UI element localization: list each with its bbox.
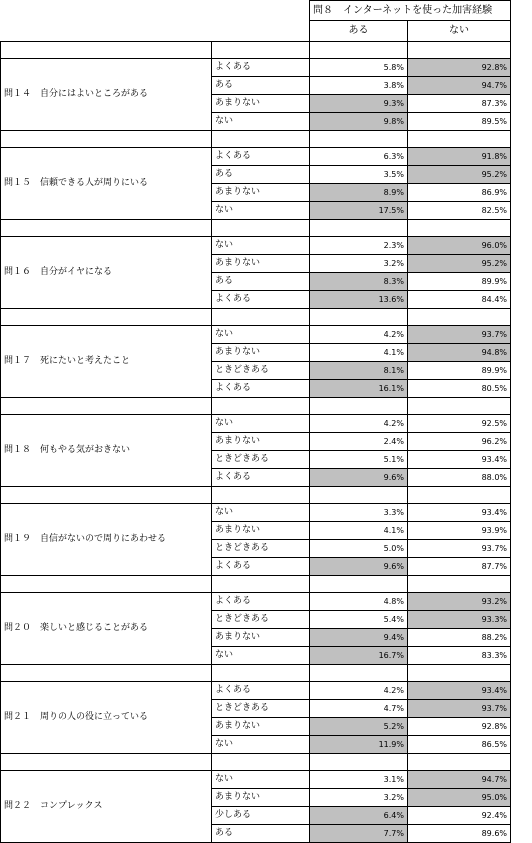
answer-cell: よくある bbox=[212, 380, 310, 398]
value-yes-cell: 4.8% bbox=[310, 593, 408, 611]
value-no-cell: 93.4% bbox=[408, 682, 511, 700]
table-row bbox=[1, 682, 511, 700]
value-no-cell: 94.7% bbox=[408, 77, 511, 95]
value-no-cell: 92.4% bbox=[408, 807, 511, 825]
value-no-cell: 88.2% bbox=[408, 629, 511, 647]
spacer-cell bbox=[1, 487, 212, 504]
value-no-cell: 93.7% bbox=[408, 326, 511, 344]
value-yes-cell: 6.4% bbox=[310, 807, 408, 825]
column-header-no: ない bbox=[408, 21, 511, 42]
value-yes-cell: 3.2% bbox=[310, 255, 408, 273]
answer-cell: ない bbox=[212, 504, 310, 522]
answer-cell: あまりない bbox=[212, 344, 310, 362]
group-spacer-row bbox=[1, 131, 511, 148]
header-blank bbox=[1, 1, 310, 21]
answer-cell: よくある bbox=[212, 469, 310, 487]
spacer-cell bbox=[1, 398, 212, 415]
question-label: 問１８ 何もやる気がおきない bbox=[1, 415, 212, 487]
spacer-cell bbox=[310, 487, 408, 504]
value-no-cell: 93.4% bbox=[408, 504, 511, 522]
value-yes-cell: 3.5% bbox=[310, 166, 408, 184]
question-label: 問２１ 周りの人の役に立っている bbox=[1, 682, 212, 754]
value-yes-cell: 2.3% bbox=[310, 237, 408, 255]
value-yes-cell: 9.4% bbox=[310, 629, 408, 647]
answer-cell: ない bbox=[212, 326, 310, 344]
header-column-row bbox=[1, 21, 511, 42]
spacer-cell bbox=[310, 665, 408, 682]
table-row bbox=[1, 326, 511, 344]
answer-cell: あまりない bbox=[212, 522, 310, 540]
answer-cell: あまりない bbox=[212, 718, 310, 736]
answer-cell: あまりない bbox=[212, 95, 310, 113]
spacer-cell bbox=[310, 754, 408, 771]
value-no-cell: 92.8% bbox=[408, 59, 511, 77]
spacer-cell bbox=[212, 220, 310, 237]
value-no-cell: 93.7% bbox=[408, 540, 511, 558]
question-label: 問１７ 死にたいと考えたこと bbox=[1, 326, 212, 398]
answer-cell: あまりない bbox=[212, 629, 310, 647]
question-label: 問１５ 信頼できる人が周りにいる bbox=[1, 148, 212, 220]
spacer-cell bbox=[310, 42, 408, 59]
value-yes-cell: 4.7% bbox=[310, 700, 408, 718]
value-no-cell: 94.7% bbox=[408, 771, 511, 789]
value-no-cell: 92.5% bbox=[408, 415, 511, 433]
answer-cell: よくある bbox=[212, 593, 310, 611]
value-no-cell: 94.8% bbox=[408, 344, 511, 362]
answer-cell: ときどきある bbox=[212, 451, 310, 469]
value-no-cell: 93.2% bbox=[408, 593, 511, 611]
answer-cell: ない bbox=[212, 736, 310, 754]
spacer-cell bbox=[408, 665, 511, 682]
answer-cell: ある bbox=[212, 77, 310, 95]
value-yes-cell: 5.0% bbox=[310, 540, 408, 558]
group-spacer-row bbox=[1, 398, 511, 415]
group-spacer-row bbox=[1, 665, 511, 682]
spacer-cell bbox=[408, 220, 511, 237]
value-yes-cell: 3.2% bbox=[310, 789, 408, 807]
value-yes-cell: 8.3% bbox=[310, 273, 408, 291]
value-no-cell: 93.4% bbox=[408, 451, 511, 469]
value-no-cell: 93.9% bbox=[408, 522, 511, 540]
question-label: 問２０ 楽しいと感じることがある bbox=[1, 593, 212, 665]
spacer-cell bbox=[1, 42, 212, 59]
value-yes-cell: 8.1% bbox=[310, 362, 408, 380]
answer-cell: ない bbox=[212, 771, 310, 789]
value-yes-cell: 16.7% bbox=[310, 647, 408, 665]
value-yes-cell: 3.1% bbox=[310, 771, 408, 789]
spacer-cell bbox=[310, 220, 408, 237]
question-label: 問１６ 自分がイヤになる bbox=[1, 237, 212, 309]
table-row bbox=[1, 771, 511, 789]
group-spacer-row bbox=[1, 220, 511, 237]
value-no-cell: 96.0% bbox=[408, 237, 511, 255]
value-no-cell: 83.3% bbox=[408, 647, 511, 665]
question-label: 問２２ コンプレックス bbox=[1, 771, 212, 843]
table-body bbox=[1, 42, 511, 843]
value-no-cell: 91.8% bbox=[408, 148, 511, 166]
spacer-cell bbox=[212, 42, 310, 59]
answer-cell: ない bbox=[212, 202, 310, 220]
answer-cell: よくある bbox=[212, 59, 310, 77]
answer-cell: あまりない bbox=[212, 433, 310, 451]
value-no-cell: 95.2% bbox=[408, 255, 511, 273]
value-no-cell: 87.3% bbox=[408, 95, 511, 113]
table-row bbox=[1, 415, 511, 433]
value-yes-cell: 4.2% bbox=[310, 326, 408, 344]
answer-cell: ない bbox=[212, 113, 310, 131]
question-label: 問１９ 自信がないので周りにあわせる bbox=[1, 504, 212, 576]
answer-cell: ときどきある bbox=[212, 540, 310, 558]
value-yes-cell: 5.8% bbox=[310, 59, 408, 77]
spacer-cell bbox=[1, 754, 212, 771]
table-row bbox=[1, 237, 511, 255]
answer-cell: ある bbox=[212, 825, 310, 843]
value-no-cell: 93.3% bbox=[408, 611, 511, 629]
spacer-cell bbox=[1, 665, 212, 682]
group-spacer-row bbox=[1, 754, 511, 771]
spacer-cell bbox=[408, 754, 511, 771]
spacer-cell bbox=[408, 398, 511, 415]
value-yes-cell: 9.8% bbox=[310, 113, 408, 131]
spacer-cell bbox=[1, 220, 212, 237]
spacer-cell bbox=[1, 576, 212, 593]
value-no-cell: 86.5% bbox=[408, 736, 511, 754]
value-yes-cell: 13.6% bbox=[310, 291, 408, 309]
value-no-cell: 95.0% bbox=[408, 789, 511, 807]
value-no-cell: 86.9% bbox=[408, 184, 511, 202]
spacer-cell bbox=[212, 398, 310, 415]
column-header-yes: ある bbox=[310, 21, 408, 42]
value-no-cell: 80.5% bbox=[408, 380, 511, 398]
header-blank-cell bbox=[1, 21, 310, 42]
value-yes-cell: 4.2% bbox=[310, 415, 408, 433]
value-no-cell: 92.8% bbox=[408, 718, 511, 736]
answer-cell: ある bbox=[212, 273, 310, 291]
value-yes-cell: 17.5% bbox=[310, 202, 408, 220]
group-spacer-row bbox=[1, 309, 511, 326]
group-spacer-row bbox=[1, 487, 511, 504]
spacer-cell bbox=[310, 398, 408, 415]
spacer-cell bbox=[408, 487, 511, 504]
group-spacer-row bbox=[1, 576, 511, 593]
answer-cell: よくある bbox=[212, 148, 310, 166]
answer-cell: あまりない bbox=[212, 184, 310, 202]
spacer-cell bbox=[1, 309, 212, 326]
value-no-cell: 89.9% bbox=[408, 362, 511, 380]
value-yes-cell: 3.3% bbox=[310, 504, 408, 522]
value-yes-cell: 9.6% bbox=[310, 558, 408, 576]
spacer-cell bbox=[212, 754, 310, 771]
value-yes-cell: 5.1% bbox=[310, 451, 408, 469]
answer-cell: ない bbox=[212, 237, 310, 255]
answer-cell: よくある bbox=[212, 682, 310, 700]
header-title: 問８ インターネットを使った加害経験 bbox=[310, 1, 511, 21]
spacer-cell bbox=[212, 131, 310, 148]
value-yes-cell: 5.2% bbox=[310, 718, 408, 736]
spacer-cell bbox=[212, 576, 310, 593]
value-yes-cell: 7.7% bbox=[310, 825, 408, 843]
value-yes-cell: 3.8% bbox=[310, 77, 408, 95]
spacer-cell bbox=[408, 42, 511, 59]
spacer-cell bbox=[408, 131, 511, 148]
value-no-cell: 87.7% bbox=[408, 558, 511, 576]
answer-cell: ある bbox=[212, 166, 310, 184]
spacer-cell bbox=[310, 309, 408, 326]
answer-cell: あまりない bbox=[212, 789, 310, 807]
value-yes-cell: 5.4% bbox=[310, 611, 408, 629]
value-yes-cell: 4.2% bbox=[310, 682, 408, 700]
answer-cell: ない bbox=[212, 415, 310, 433]
value-yes-cell: 9.6% bbox=[310, 469, 408, 487]
answer-cell: ない bbox=[212, 647, 310, 665]
answer-cell: 少しある bbox=[212, 807, 310, 825]
spacer-cell bbox=[212, 665, 310, 682]
table-row bbox=[1, 593, 511, 611]
value-yes-cell: 8.9% bbox=[310, 184, 408, 202]
value-no-cell: 89.5% bbox=[408, 113, 511, 131]
value-no-cell: 95.2% bbox=[408, 166, 511, 184]
header-title-row bbox=[1, 1, 511, 21]
answer-cell: ときどきある bbox=[212, 362, 310, 380]
spacer-cell bbox=[310, 576, 408, 593]
table-row bbox=[1, 504, 511, 522]
spacer-cell bbox=[310, 131, 408, 148]
answer-cell: ときどきある bbox=[212, 611, 310, 629]
value-yes-cell: 11.9% bbox=[310, 736, 408, 754]
answer-cell: よくある bbox=[212, 558, 310, 576]
answer-cell: よくある bbox=[212, 291, 310, 309]
spacer-cell bbox=[212, 309, 310, 326]
value-no-cell: 89.6% bbox=[408, 825, 511, 843]
value-yes-cell: 2.4% bbox=[310, 433, 408, 451]
spacer-cell bbox=[408, 309, 511, 326]
value-yes-cell: 4.1% bbox=[310, 344, 408, 362]
answer-cell: あまりない bbox=[212, 255, 310, 273]
table-row bbox=[1, 148, 511, 166]
value-no-cell: 93.7% bbox=[408, 700, 511, 718]
answer-cell: ときどきある bbox=[212, 700, 310, 718]
value-no-cell: 96.2% bbox=[408, 433, 511, 451]
spacer-cell bbox=[408, 576, 511, 593]
value-yes-cell: 4.1% bbox=[310, 522, 408, 540]
value-yes-cell: 9.3% bbox=[310, 95, 408, 113]
spacer-cell bbox=[1, 131, 212, 148]
value-no-cell: 88.0% bbox=[408, 469, 511, 487]
value-yes-cell: 16.1% bbox=[310, 380, 408, 398]
value-no-cell: 89.9% bbox=[408, 273, 511, 291]
group-spacer-row bbox=[1, 42, 511, 59]
value-no-cell: 84.4% bbox=[408, 291, 511, 309]
table-row bbox=[1, 59, 511, 77]
value-yes-cell: 6.3% bbox=[310, 148, 408, 166]
value-no-cell: 82.5% bbox=[408, 202, 511, 220]
spacer-cell bbox=[212, 487, 310, 504]
question-label: 問１４ 自分にはよいところがある bbox=[1, 59, 212, 131]
